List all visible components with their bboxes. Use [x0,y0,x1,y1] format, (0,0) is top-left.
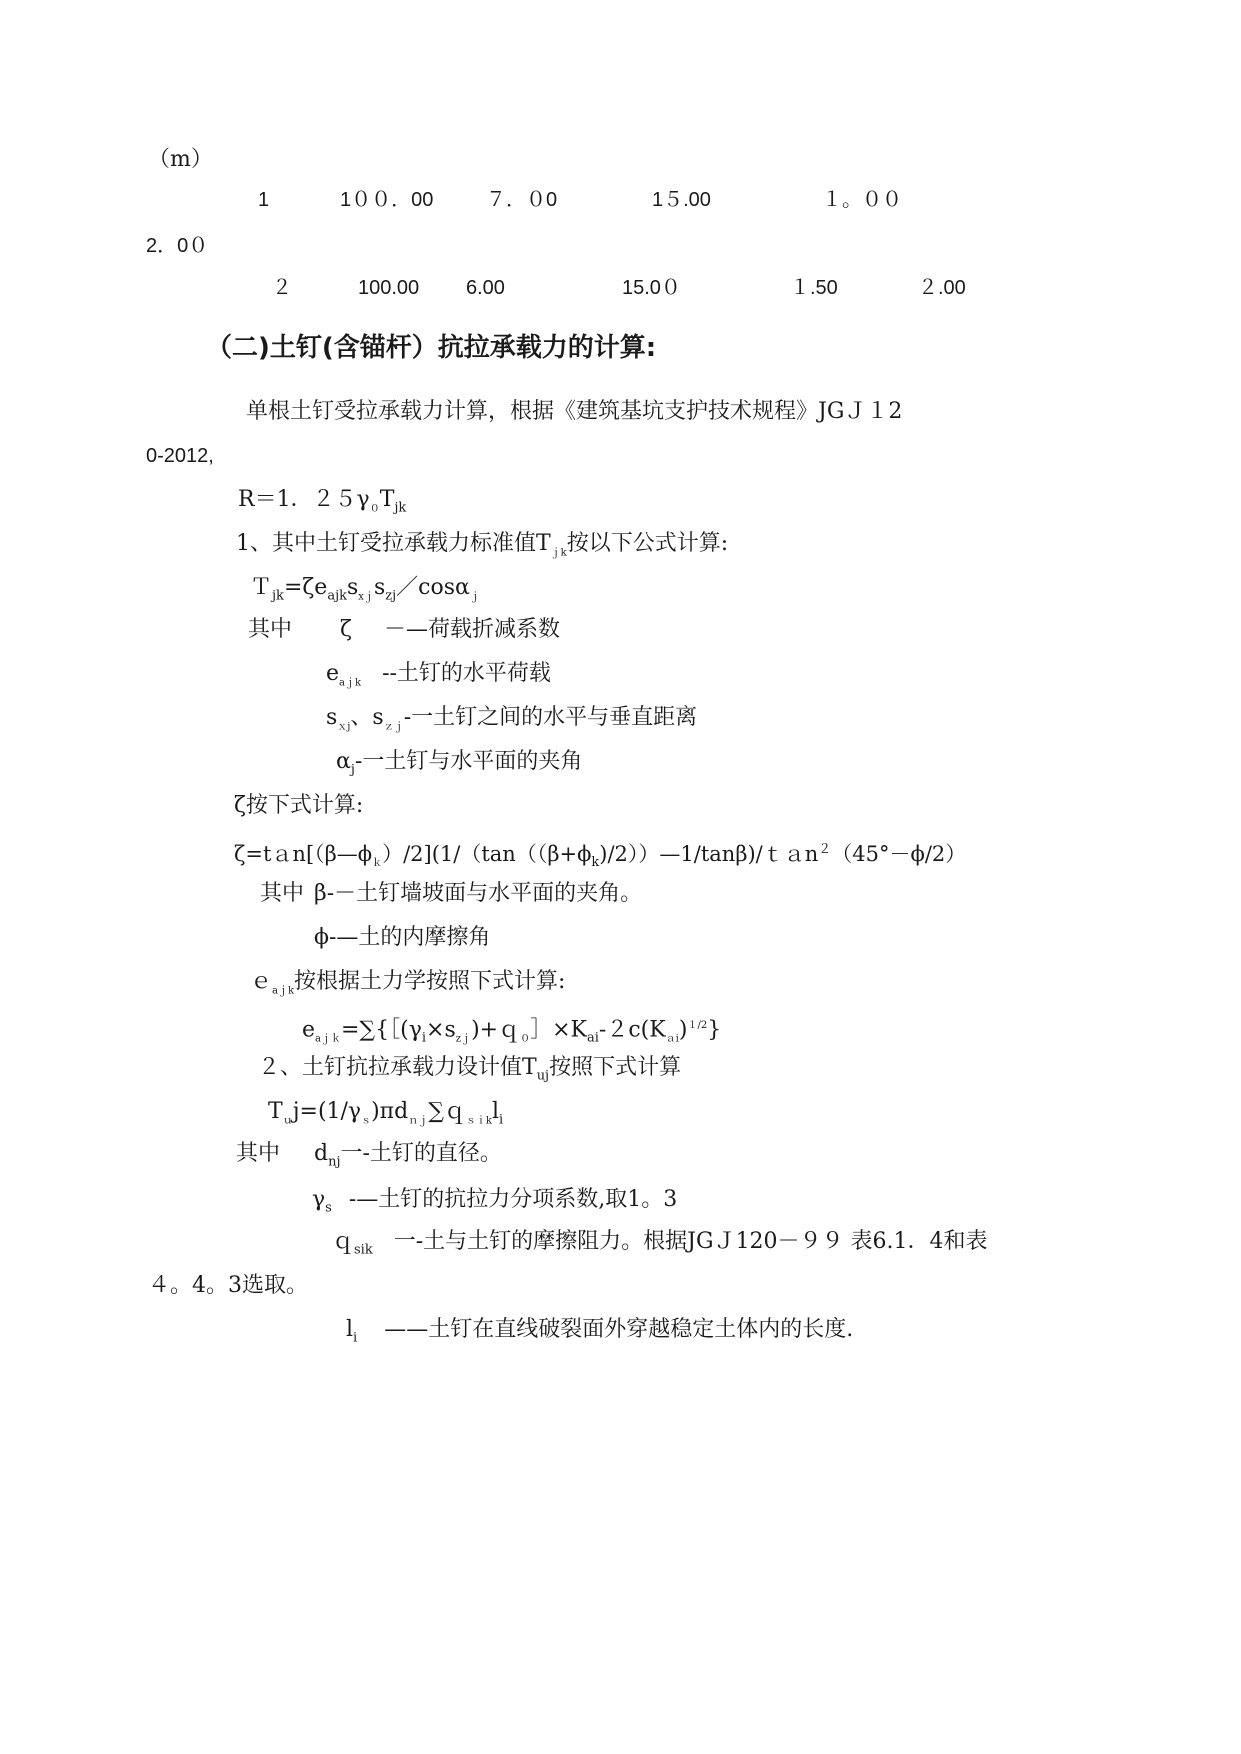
zeta-sup: ２ [818,842,832,857]
formula-t-b: =ζe [283,575,328,600]
def-gamma-desc: -—土钉的抗拉力分项系数,取1。3 [348,1187,678,1212]
def-l-sub: i [353,1330,358,1346]
tu-s2: ｓ [361,1115,372,1127]
ef-h: } [707,1017,722,1043]
def-alpha-sym: α [336,749,351,774]
where-1-label: 其中 [248,617,293,642]
def-alpha [336,748,582,784]
formula-t-s3: xｊ [358,591,374,603]
ef-c: ×s [426,1017,456,1043]
item-2-post: 按照下式计算 [549,1055,682,1080]
item-2 [258,1054,681,1090]
def-phi: ϕ-—土的内摩擦角 [314,925,491,950]
formula-r-sub1: ０ [369,503,380,515]
zeta-c: )/2））—1/tanβ)/ｔａn [599,842,819,866]
def-alpha-desc: -一土钉与水平面的夹角 [354,749,583,774]
formula-t-c: s [347,575,359,600]
def-s-s1: s [326,705,338,730]
def-s-sub1: ｘj [337,721,351,733]
zeta-b: ）/2](1/（tan（（β+ϕ [382,842,592,866]
formula-r-sub2: jk [394,500,407,516]
e-calc [250,968,565,1005]
row2-col4: １.50 [790,277,838,299]
row1-col4: １。００ [822,189,902,211]
item-2-pre: ２、土钉抗拉承载力设计值T [258,1055,537,1080]
where-2-label: 其中 [260,881,305,906]
def-s-mid: 、s [350,705,384,730]
item-2-sub: uj [536,1068,550,1084]
where-1-desc: －—荷载折减系数 [384,617,561,642]
intro-line-1: 单根土钉受拉承载力计算，根据《建筑基坑支护技术规程》JGＪ１2 [246,399,903,424]
where-3-sym: d [314,1141,329,1166]
item-1-post: 按以下公式计算: [566,531,729,556]
where-3-desc: 一-土钉的直径。 [340,1141,502,1166]
def-s [326,704,697,741]
formula-r-lead: R＝1．２５γ [238,487,370,512]
ef-s6: ａi [665,1033,679,1045]
where-3-def [314,1140,502,1176]
def-s-desc: -一土钉之间的水平与垂直距离 [403,705,698,730]
e-calc-sub: aｊk [272,985,295,997]
tu-s4: ｓｉk [465,1115,492,1127]
ef-s1: aｊｋ [315,1033,341,1045]
def-e [326,660,551,697]
ef-s4: ０ [520,1033,531,1045]
def-s-sub2: ｚｊ [383,721,404,733]
where-2-desc: β-－土钉墙坡面与水平面的夹角。 [314,881,643,906]
ef-d: )+ｑ [471,1017,521,1043]
row1-col5: 2．0０ [146,235,209,257]
ef-b: =∑{［(γ [341,1017,422,1043]
formula-tu [268,1098,503,1135]
intro-line-2: 0-2012, [146,445,214,467]
ef-f: -２c(K [598,1017,666,1043]
def-q-desc-2: ４。4。3选取。 [148,1273,308,1298]
ef-e: ］×K [530,1017,587,1043]
def-gamma-sym: γ [312,1187,326,1212]
section-heading: （二)土钉(含锚杆）抗拉承载力的计算: [206,333,657,363]
formula-t-a: Ｔ [250,575,273,600]
row2-number: ２ [272,277,292,299]
formula-t-e: ／cosα [396,575,470,600]
zeta-d: （45°－ϕ/2） [831,842,967,866]
where-1-symbol: ζ [340,617,352,642]
tu-e: l [492,1099,500,1124]
def-e-sub: aｊk [339,677,362,689]
row2-col5: ２.00 [918,277,966,299]
row1-col1: 1００．00 [340,189,434,211]
def-q-sub: sik [354,1242,373,1258]
item-1-sub: ｊk [550,547,567,559]
def-q-desc: 一-土与土钉的摩擦阻力。根据JGＪ120－９９ 表6.1．4和表 [393,1229,988,1254]
zeta-s1: ｋ [372,858,383,870]
row2-col2: 6.00 [466,277,505,299]
def-e-sym: e [326,661,340,686]
unit-label: （m） [148,147,213,172]
row1-col3: 1５.00 [652,189,711,211]
def-l-desc: ——土钉在直线破裂面外穿越稳定土体内的长度. [384,1317,854,1342]
zeta-s2: k [591,855,600,871]
tu-b: j=(1/γ [292,1099,362,1124]
tu-s1: ｕ [282,1115,293,1127]
tu-s3: ｎｊ [408,1115,429,1127]
def-l-sym: l [346,1317,354,1342]
formula-t-s1: jk [272,588,284,604]
zeta-formula [234,836,966,878]
ef-sup: １/2 [687,1020,708,1031]
def-l [346,1316,853,1352]
formula-t-s5: ｊ [469,591,480,603]
zeta-a: ζ=tａn[（β—ϕ [234,842,373,866]
item-1-pre: 1、其中土钉受拉承载力标准值T [236,531,551,556]
row2-col1: 100.00 [358,277,420,299]
formula-t-s2: ajk [327,588,347,604]
e-formula [302,1012,721,1054]
tu-a: T [268,1099,283,1124]
def-alpha-sub: j [350,762,355,778]
e-calc-b: 按根据土力学按照下式计算: [294,969,566,994]
item-1 [236,530,728,567]
tu-d: ∑ｑ [428,1099,466,1124]
e-calc-a: ｅ [250,969,273,994]
ef-g: ) [678,1017,688,1043]
ef-s5: ai [586,1030,599,1046]
def-gamma-sub: s [325,1200,332,1216]
row2-col3: 15.0０ [622,277,681,299]
ef-s2: i [421,1030,427,1046]
formula-r [238,486,406,523]
formula-t-s4: zj [385,588,397,604]
formula-t [250,574,480,611]
tu-c: )πd [371,1099,409,1124]
def-q [332,1228,988,1264]
ef-a: e [302,1017,316,1043]
formula-t-d: s [373,575,386,600]
zeta-calc: ζ按下式计算: [234,793,364,818]
def-q-sym: ｑ [332,1229,355,1254]
tu-s5: i [499,1112,504,1128]
def-e-desc: --土钉的水平荷载 [382,661,551,686]
ef-s3: zｊ [455,1033,472,1045]
where-3-label: 其中 [236,1141,281,1166]
row1-col2: ７．０0 [486,189,558,211]
where-3-sub: nj [328,1154,341,1170]
def-gamma [312,1186,677,1222]
row1-number: 1 [258,189,270,211]
formula-r-mid: T [379,487,395,512]
